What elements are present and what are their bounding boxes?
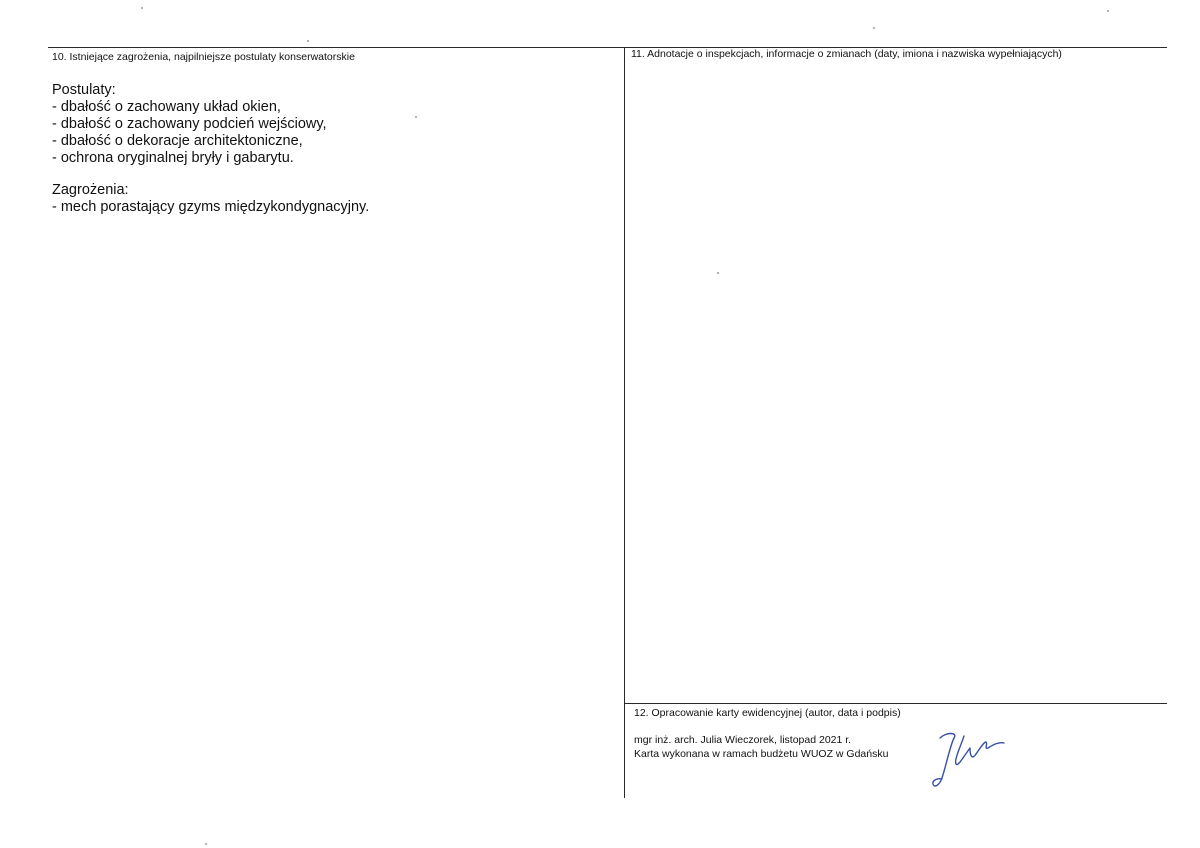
postulate-item: - ochrona oryginalnej bryły i gabarytu.: [52, 150, 294, 166]
budget-line: Karta wykonana w ramach budżetu WUOZ w Gdańsku: [634, 748, 889, 760]
paper-speck: [1107, 10, 1109, 12]
section-11-heading: 11. Adnotacje o inspekcjach, informacje o zmianach (daty, imiona i nazwiska wypełniających): [631, 48, 1062, 60]
paper-speck: [307, 40, 309, 42]
postulates-title: Postulaty:: [52, 82, 116, 98]
paper-speck: [717, 272, 719, 274]
column-divider: [624, 47, 625, 798]
section-10-heading: 10. Istniejące zagrożenia, najpilniejsze postulaty konserwatorskie: [52, 51, 355, 63]
postulates-group: [52, 82, 612, 167]
threats-title: Zagrożenia:: [52, 182, 129, 198]
section-10-body: [52, 82, 612, 216]
postulate-item: - dbałość o dekoracje architektoniczne,: [52, 133, 303, 149]
paper-speck: [415, 116, 417, 118]
paper-speck: [205, 843, 207, 845]
postulate-item: - dbałość o zachowany podcień wejściowy,: [52, 116, 327, 132]
paper-speck: [141, 7, 143, 9]
threat-item: - mech porastający gzyms międzykondygnacyjny.: [52, 199, 370, 215]
section-12-body: [634, 733, 888, 761]
threats-group: [52, 182, 612, 216]
section-12-heading: 12. Opracowanie karty ewidencyjnej (autor, data i podpis): [634, 707, 901, 719]
paper-speck: [873, 27, 875, 29]
postulate-item: - dbałość o zachowany układ okien,: [52, 99, 281, 115]
author-line: mgr inż. arch. Julia Wieczorek, listopad 2021 r.: [634, 734, 852, 746]
handwritten-signature: [928, 726, 1006, 792]
section-12-rule: [624, 703, 1167, 704]
